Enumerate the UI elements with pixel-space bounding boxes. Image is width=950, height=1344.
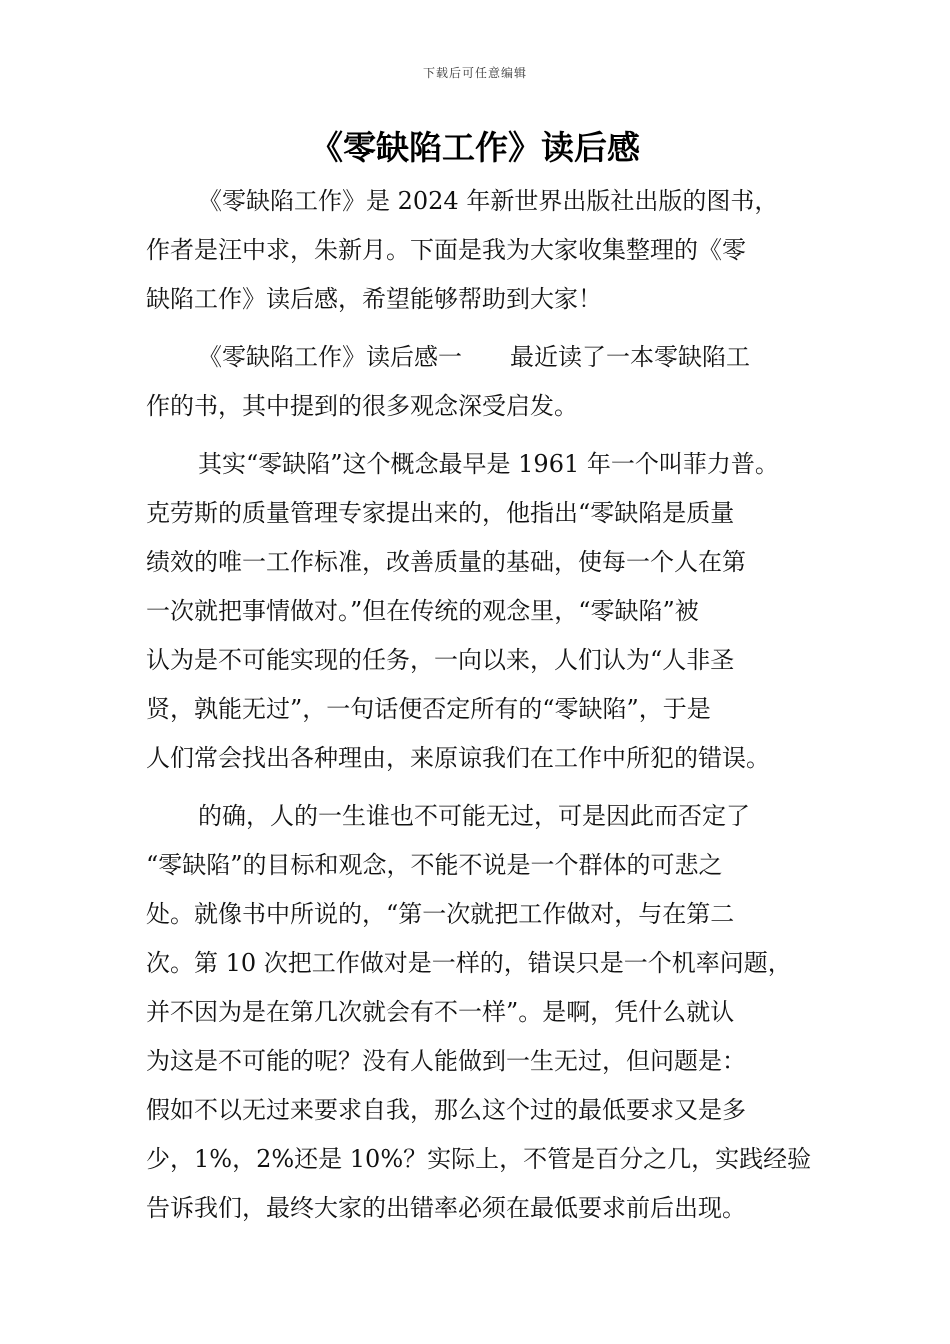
- text-line: 人们常会找出各种理由，来原谅我们在工作中所犯的错误。: [146, 744, 770, 772]
- text-line: 克劳斯的质量管理专家提出来的，他指出“零缺陷是质量: [146, 499, 735, 527]
- text-line: 《零缺陷工作》读后感一 最近读了一本零缺陷工: [198, 343, 750, 371]
- text-line: “零缺陷”的目标和观念，不能不说是一个群体的可悲之: [146, 851, 723, 879]
- text-line: 作者是汪中求，朱新月。下面是我为大家收集整理的《零: [146, 236, 746, 264]
- text-line: 的确，人的一生谁也不可能无过，可是因此而否定了: [198, 802, 750, 830]
- text-line: 并不因为是在第几次就会有不一样”。是啊，凭什么就认: [146, 998, 735, 1026]
- header-note: 下载后可任意编辑: [422, 66, 527, 80]
- paragraph-reflection: [146, 792, 812, 1233]
- text-line: 贤，孰能无过”，一句话便否定所有的“零缺陷”，于是: [146, 695, 711, 723]
- text-line: 为这是不可能的呢？没有人能做到一生无过，但问题是：: [146, 1047, 746, 1075]
- text-line: 作的书，其中提到的很多观念深受启发。: [146, 392, 578, 420]
- text-line: 告诉我们，最终大家的出错率必须在最低要求前后出现。: [146, 1194, 746, 1222]
- text-line: 缺陷工作》读后感，希望能够帮助到大家！: [146, 285, 602, 313]
- text-line: 假如不以无过来要求自我，那么这个过的最低要求又是多: [146, 1096, 746, 1124]
- text-line: 认为是不可能实现的任务，一向以来，人们认为“人非圣: [146, 646, 735, 674]
- paragraph-intro: [146, 177, 808, 324]
- document-title: 《零缺陷工作》读后感: [310, 128, 640, 167]
- text-line: 少，1%，2%还是 10%？实际上，不管是百分之几，实践经验: [146, 1145, 812, 1173]
- text-line: 其实“零缺陷”这个概念最早是 1961 年一个叫菲力普。: [198, 450, 779, 478]
- text-line: 绩效的唯一工作标准，改善质量的基础，使每一个人在第: [146, 548, 746, 576]
- text-line: 次。第 10 次把工作做对是一样的，错误只是一个机率问题，: [146, 949, 792, 977]
- document-body: [146, 177, 812, 1233]
- text-line: 处。就像书中所说的，“第一次就把工作做对，与在第二: [146, 900, 735, 928]
- paragraph-zero-defect-origin: [146, 440, 808, 783]
- text-line: 《零缺陷工作》是 2024 年新世界出版社出版的图书，: [198, 187, 779, 215]
- paragraph-section-one: [146, 333, 808, 431]
- text-line: 一次就把事情做对。”但在传统的观念里，“零缺陷”被: [146, 597, 699, 625]
